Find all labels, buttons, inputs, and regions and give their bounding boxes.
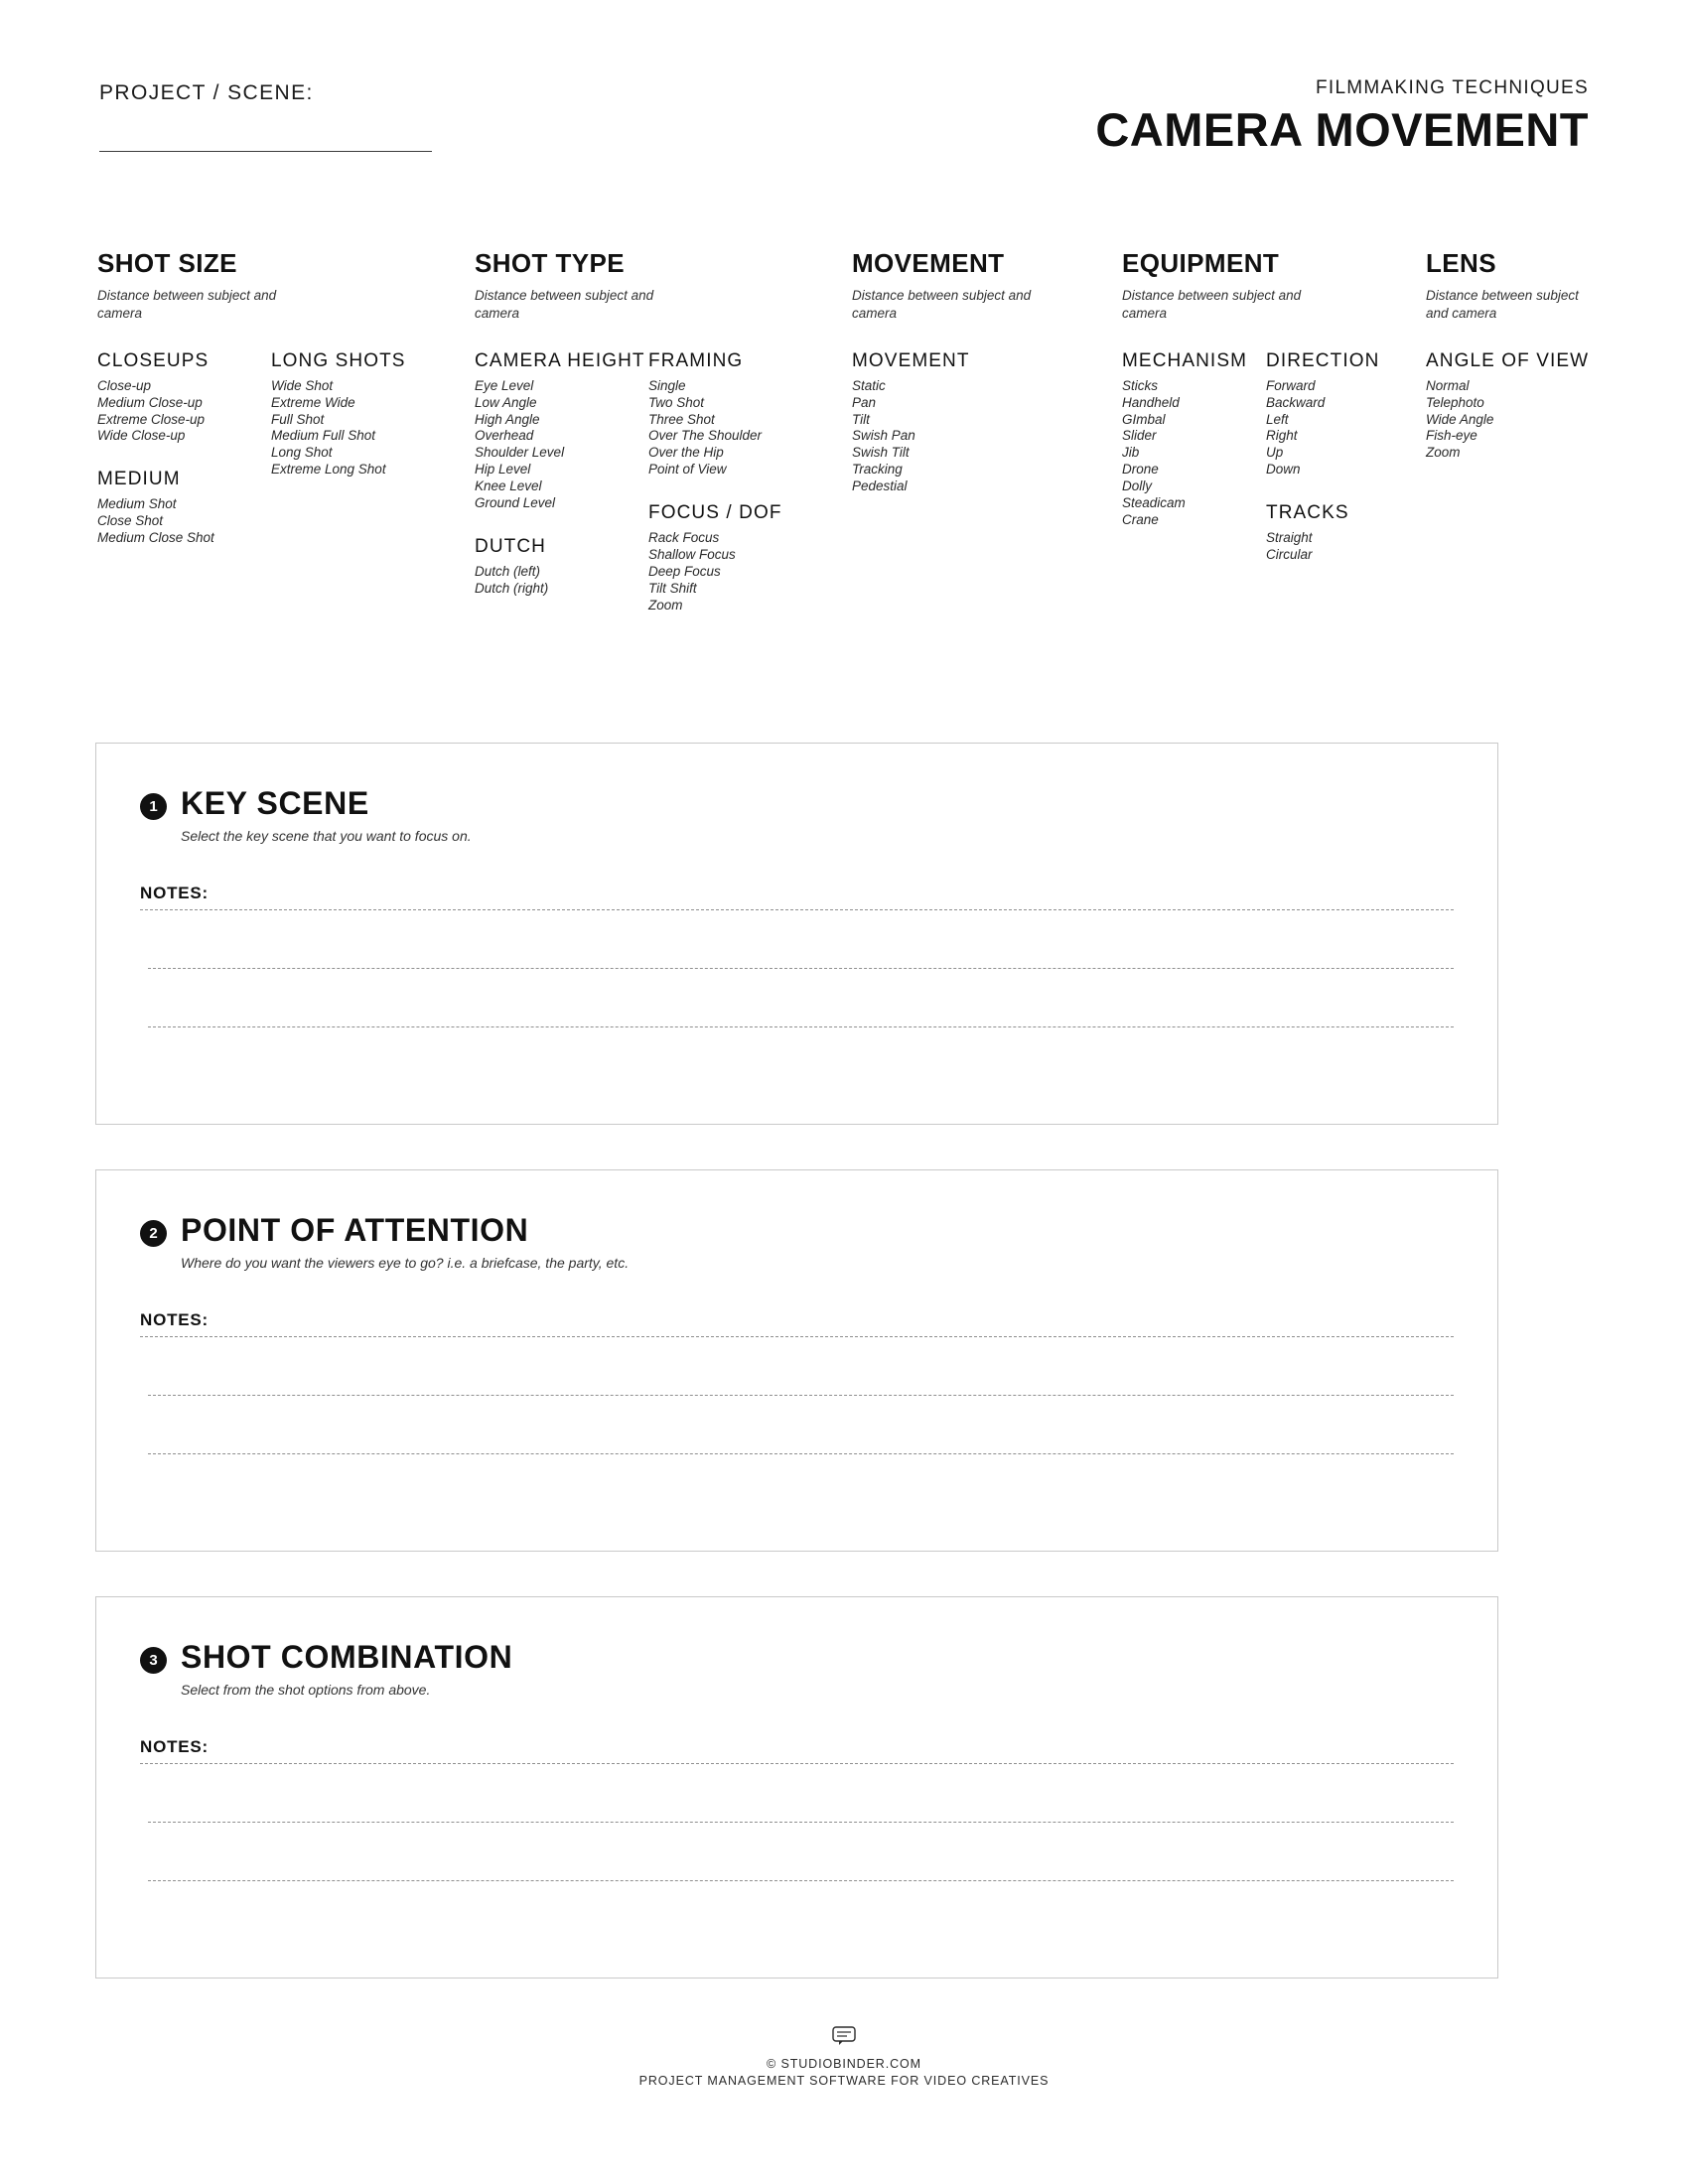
option-item[interactable]: Swish Tilt (852, 445, 910, 461)
group-framing (648, 350, 822, 479)
option-item[interactable]: Up (1266, 445, 1284, 461)
option-item[interactable]: Steadicam (1122, 495, 1186, 511)
category-subtitle: Distance between subject and camera (97, 288, 277, 321)
category-column (1122, 350, 1266, 529)
option-item[interactable]: Straight (1266, 530, 1313, 546)
section-heading (140, 1641, 1454, 1698)
notes-line[interactable] (148, 1453, 1454, 1454)
section-subtitle: Select the key scene that you want to focus on. (181, 827, 472, 844)
option-item[interactable]: Zoom (648, 598, 683, 613)
section-shot-combination (95, 1596, 1498, 1979)
option-item[interactable]: Jib (1122, 445, 1140, 461)
category-column (1266, 350, 1415, 565)
option-item[interactable]: Shoulder Level (475, 445, 565, 461)
notes-line[interactable] (140, 909, 1454, 910)
option-item[interactable]: Static (852, 377, 886, 393)
option-item[interactable]: Full Shot (271, 411, 325, 427)
option-item[interactable]: Normal (1426, 377, 1470, 393)
option-item[interactable]: Medium Close Shot (97, 530, 214, 546)
page-title: CAMERA MOVEMENT (1095, 103, 1589, 156)
section-point-of-attention (95, 1169, 1498, 1552)
category-subtitle: Distance between subject and camera (475, 288, 654, 321)
option-item[interactable]: Single (648, 377, 686, 393)
category-equipment (1122, 248, 1420, 599)
notes-line[interactable] (148, 968, 1454, 969)
category-column (97, 350, 271, 548)
category-subtitle: Distance between subject and camera (852, 288, 1032, 321)
section-title: KEY SCENE (181, 785, 369, 821)
option-item[interactable]: Wide Angle (1426, 411, 1494, 427)
page-footer (0, 2025, 1688, 2088)
option-item[interactable]: Close Shot (97, 513, 164, 529)
option-item[interactable]: GImbal (1122, 411, 1166, 427)
group-title: DUTCH (475, 536, 546, 558)
group-title: CAMERA HEIGHT (475, 349, 645, 371)
option-item[interactable]: Circular (1266, 547, 1313, 563)
category-column (271, 350, 430, 479)
option-item[interactable]: Crane (1122, 512, 1159, 528)
option-item[interactable]: Forward (1266, 377, 1316, 393)
option-item[interactable]: Sticks (1122, 377, 1159, 393)
category-shot-type (475, 248, 782, 688)
category-column (648, 350, 822, 614)
notes-line[interactable] (148, 1822, 1454, 1823)
section-title: SHOT COMBINATION (181, 1639, 513, 1675)
page-header (99, 77, 1589, 201)
option-item[interactable]: Right (1266, 428, 1298, 444)
option-item[interactable]: Two Shot (648, 394, 705, 410)
option-item[interactable]: High Angle (475, 411, 540, 427)
group-medium (97, 469, 271, 547)
option-item[interactable]: Pan (852, 394, 877, 410)
option-item[interactable]: Point of View (648, 462, 727, 478)
option-item[interactable]: Extreme Close-up (97, 411, 206, 427)
option-item[interactable]: Fish-eye (1426, 428, 1477, 444)
studiobinder-logo-icon (831, 2025, 857, 2047)
header-kicker: FILMMAKING TECHNIQUES (1315, 77, 1589, 98)
group-direction (1266, 350, 1415, 479)
option-item[interactable]: Medium Full Shot (271, 428, 376, 444)
option-item[interactable]: Drone (1122, 462, 1159, 478)
category-title: EQUIPMENT (1122, 248, 1280, 278)
group-title: TRACKS (1266, 502, 1349, 524)
option-item[interactable]: Ground Level (475, 495, 556, 511)
option-item[interactable]: Long Shot (271, 445, 333, 461)
option-item[interactable]: Three Shot (648, 411, 715, 427)
group-title: MECHANISM (1122, 349, 1248, 371)
option-item[interactable]: Zoom (1426, 445, 1461, 461)
option-item[interactable]: Rack Focus (648, 530, 720, 546)
group-title: FOCUS / DOF (648, 502, 782, 524)
option-item[interactable]: Left (1266, 411, 1289, 427)
option-item[interactable]: Eye Level (475, 377, 534, 393)
notes-lines[interactable] (140, 1763, 1454, 1881)
option-item[interactable]: Extreme Long Shot (271, 462, 386, 478)
category-lens (1426, 248, 1605, 549)
category-title: SHOT SIZE (97, 248, 237, 278)
option-item[interactable]: Slider (1122, 428, 1157, 444)
option-item[interactable]: Over The Shoulder (648, 428, 763, 444)
category-movement (852, 248, 1051, 549)
group-closeups (97, 350, 271, 446)
option-item[interactable]: Overhead (475, 428, 534, 444)
section-number-badge: 1 (140, 793, 167, 820)
option-item[interactable]: Swish Pan (852, 428, 915, 444)
group-title: FRAMING (648, 349, 744, 371)
category-title: SHOT TYPE (475, 248, 625, 278)
section-subtitle: Select from the shot options from above. (181, 1681, 431, 1698)
section-number-badge: 2 (140, 1220, 167, 1247)
group-title: ANGLE OF VIEW (1426, 349, 1590, 371)
project-scene-label: PROJECT / SCENE: (99, 81, 314, 104)
category-column (475, 350, 648, 598)
group-long-shots (271, 350, 430, 479)
footer-tagline: PROJECT MANAGEMENT SOFTWARE FOR VIDEO CREATIVES (638, 2074, 1050, 2088)
group-angle-of-view (1426, 350, 1600, 463)
option-item[interactable]: Dutch (left) (475, 564, 541, 580)
header-title-block (1095, 77, 1589, 155)
notes-line[interactable] (148, 1395, 1454, 1396)
section-key-scene (95, 743, 1498, 1125)
option-item[interactable]: Telephoto (1426, 394, 1484, 410)
option-item[interactable]: Deep Focus (648, 564, 721, 580)
group-title: MOVEMENT (852, 349, 970, 371)
notes-label: NOTES: (140, 1736, 210, 1756)
option-item[interactable]: Backward (1266, 394, 1326, 410)
group-movement (852, 350, 1041, 496)
group-title: DIRECTION (1266, 349, 1380, 371)
footer-copyright: © STUDIOBINDER.COM (767, 2057, 921, 2071)
section-title: POINT OF ATTENTION (181, 1212, 529, 1248)
option-item[interactable]: Over the Hip (648, 445, 724, 461)
section-subtitle: Where do you want the viewers eye to go? i.e. a briefcase, the party, etc. (181, 1254, 630, 1271)
notes-line[interactable] (140, 1336, 1454, 1337)
section-heading (140, 1214, 1454, 1271)
option-item[interactable]: Medium Close-up (97, 394, 203, 410)
category-shot-size (97, 248, 406, 599)
group-focus-dof (648, 502, 822, 614)
option-item[interactable]: Tracking (852, 462, 903, 478)
option-item[interactable]: Pedestial (852, 478, 908, 494)
group-title: LONG SHOTS (271, 349, 406, 371)
option-item[interactable]: Wide Close-up (97, 428, 186, 444)
notes-label: NOTES: (140, 1309, 210, 1329)
group-camera-height (475, 350, 648, 513)
option-item[interactable]: Tilt (852, 411, 870, 427)
option-item[interactable]: Handheld (1122, 394, 1180, 410)
category-subtitle: Distance between subject and camera (1122, 288, 1302, 321)
option-item[interactable]: Extreme Wide (271, 394, 355, 410)
section-number-badge: 3 (140, 1647, 167, 1674)
category-title: MOVEMENT (852, 248, 1005, 278)
group-title: MEDIUM (97, 469, 181, 490)
group-mechanism (1122, 350, 1266, 529)
option-item[interactable]: Close-up (97, 377, 152, 393)
option-item[interactable]: Down (1266, 462, 1301, 478)
option-item[interactable]: Hip Level (475, 462, 531, 478)
notes-line[interactable] (148, 1026, 1454, 1027)
option-item[interactable]: Dutch (right) (475, 581, 549, 597)
option-item[interactable]: Tilt Shift (648, 581, 697, 597)
group-dutch (475, 536, 648, 598)
category-column (1426, 350, 1600, 463)
notes-lines[interactable] (140, 909, 1454, 1027)
project-scene-input-line[interactable] (99, 151, 432, 152)
option-item[interactable]: Medium Shot (97, 496, 177, 512)
category-title: LENS (1426, 248, 1496, 278)
option-item[interactable]: Shallow Focus (648, 547, 736, 563)
category-subtitle: Distance between subject and camera (1426, 288, 1579, 321)
notes-lines[interactable] (140, 1336, 1454, 1454)
notes-line[interactable] (148, 1880, 1454, 1881)
option-item[interactable]: Dolly (1122, 478, 1153, 494)
option-item[interactable]: Low Angle (475, 394, 537, 410)
option-item[interactable]: Knee Level (475, 478, 542, 494)
group-title: CLOSEUPS (97, 349, 210, 371)
group-tracks (1266, 502, 1415, 564)
option-item[interactable]: Wide Shot (271, 377, 334, 393)
section-heading (140, 787, 1454, 844)
notes-line[interactable] (140, 1763, 1454, 1764)
category-column (852, 350, 1041, 496)
notes-label: NOTES: (140, 883, 210, 902)
